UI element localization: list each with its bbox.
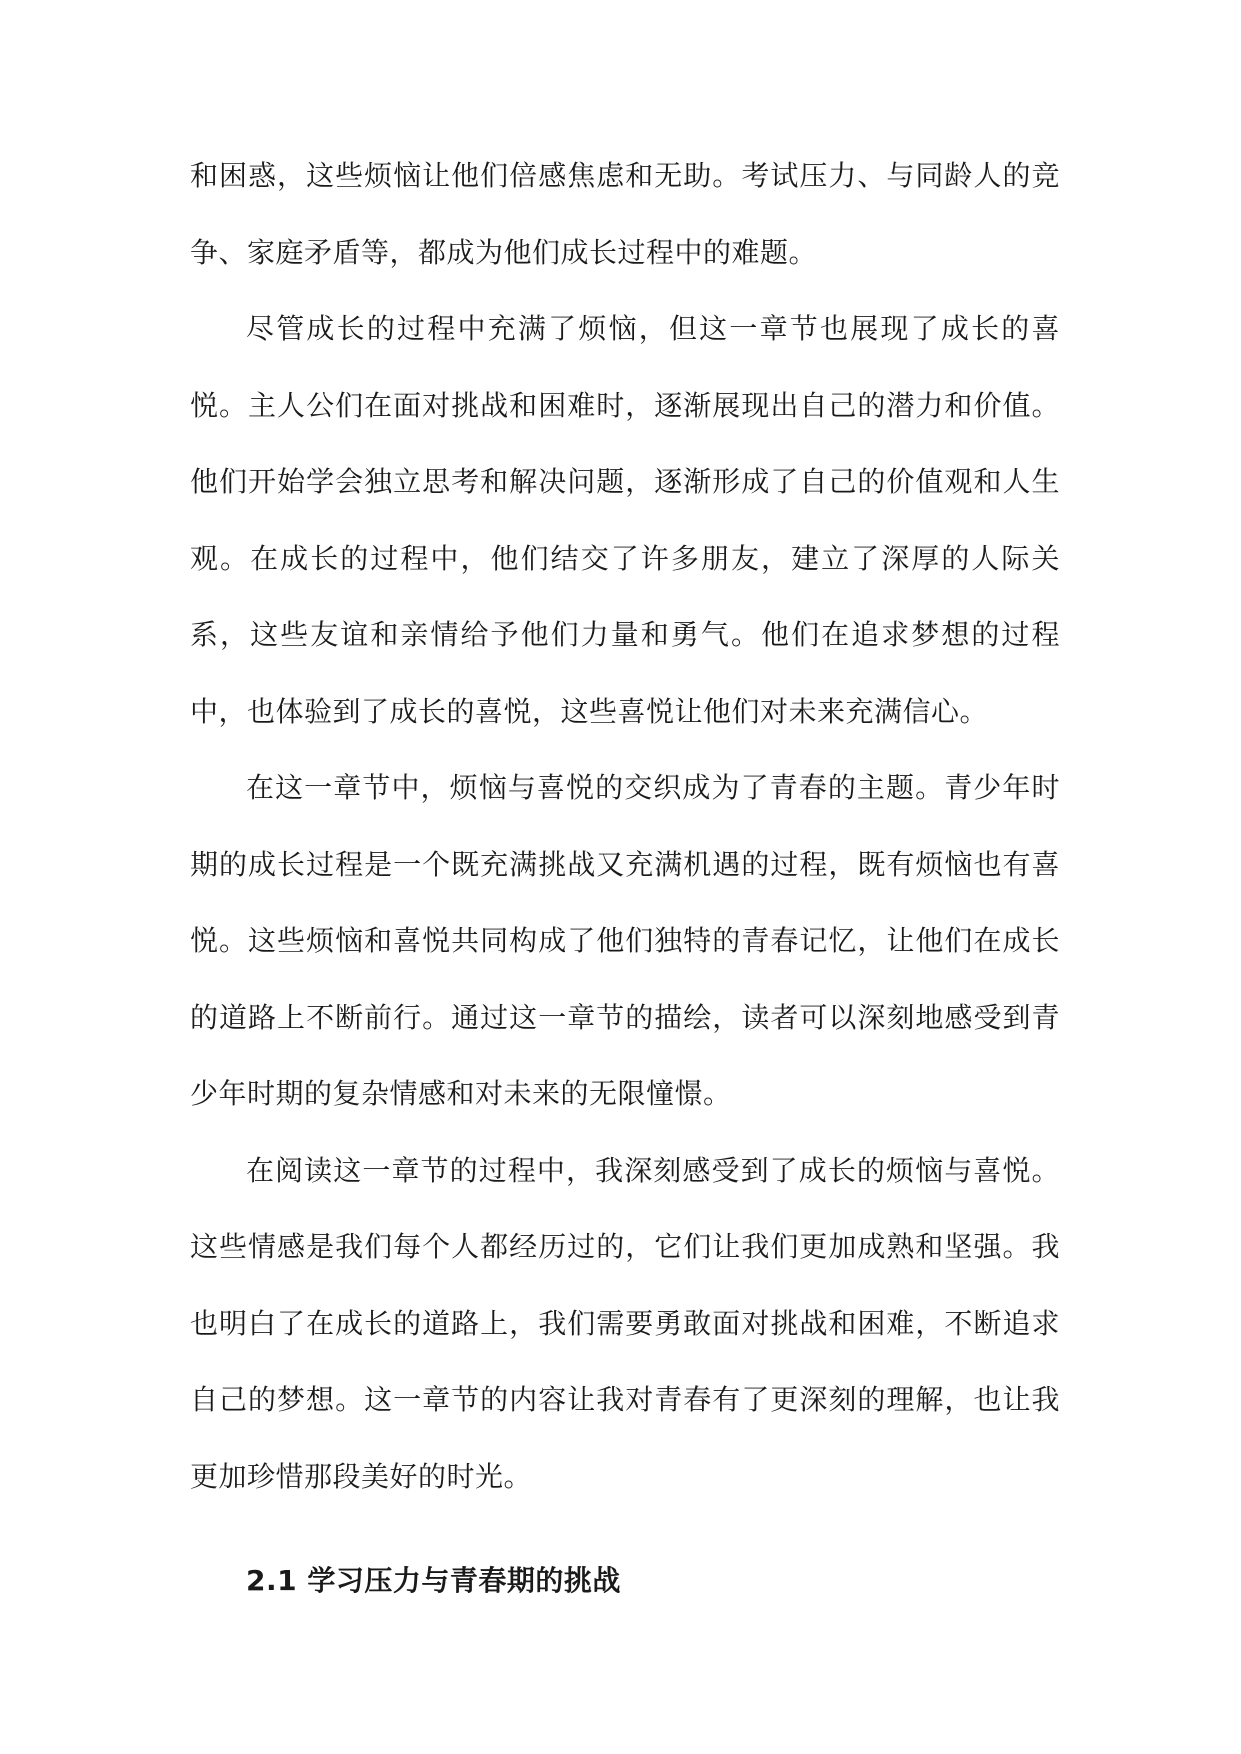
paragraph-2: 尽管成长的过程中充满了烦恼，但这一章节也展现了成长的喜悦。主人公们在面对挑战和困难时，逐渐展现出自己的潜力和价值。他们开始学会独立思考和解决问题，逐渐形成了自己的价值观和人生观。在成长的过程中，他们结交了许多朋友，建立了深厚的人际关系，这些友谊和亲情给予他们力量和勇气。他们在追求梦想的过程中，也体验到了成长的喜悦，这些喜悦让他们对未来充满信心。 (190, 312, 1060, 728)
paragraph-4: 在阅读这一章节的过程中，我深刻感受到了成长的烦恼与喜悦。这些情感是我们每个人都经历过的，它们让我们更加成熟和坚强。我也明白了在成长的道路上，我们需要勇敢面对挑战和困难，不断追求自己的梦想。这一章节的内容让我对青春有了更深刻的理解，也让我更加珍惜那段美好的时光。 (190, 1153, 1060, 1493)
paragraph-1: 和困惑，这些烦恼让他们倍感焦虑和无助。考试压力、与同龄人的竞争、家庭矛盾等，都成为他们成长过程中的难题。 (190, 159, 1060, 269)
paragraph-3: 在这一章节中，烦恼与喜悦的交织成为了青春的主题。青少年时期的成长过程是一个既充满挑战又充满机遇的过程，既有烦恼也有喜悦。这些烦恼和喜悦共同构成了他们独特的青春记忆，让他们在成长的道路上不断前行。通过这一章节的描绘，读者可以深刻地感受到青少年时期的复杂情感和对未来的无限憧憬。 (190, 771, 1060, 1110)
section-heading: 2.1 学习压力与青春期的挑战 (246, 1564, 621, 1597)
body-text (190, 138, 1060, 1515)
